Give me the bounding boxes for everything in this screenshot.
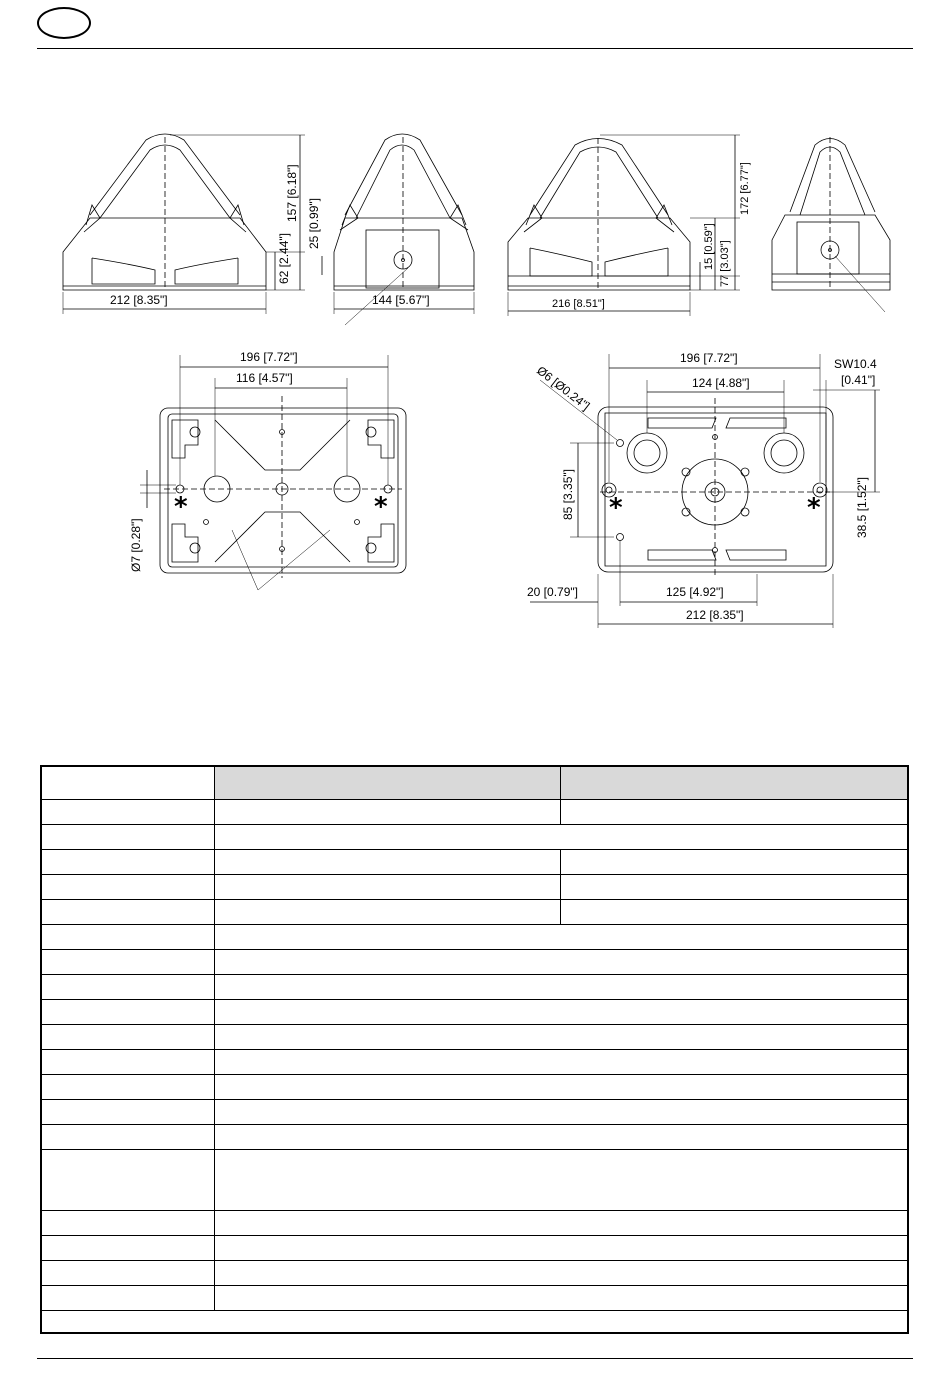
dim-side-b-width: 216 [8.51"] [552, 298, 605, 310]
mount-mark-left-2: * [374, 492, 388, 522]
mount-mark-right-1: * [609, 493, 623, 523]
table-row [42, 925, 909, 950]
table-cell [215, 800, 561, 825]
table-row [42, 825, 909, 850]
dim-side-a-cable-offset: 25 [0.99"] [307, 198, 321, 249]
table-cell [42, 950, 215, 975]
table-cell [42, 875, 215, 900]
table-cell [215, 925, 909, 950]
table-cell [215, 900, 561, 925]
table-cell [42, 900, 215, 925]
table-cell [42, 767, 215, 800]
table-cell [42, 1100, 215, 1125]
dim-base-right-overall-width: 212 [8.35"] [686, 608, 744, 622]
table-header-cell [561, 767, 909, 800]
table-row [42, 1286, 909, 1311]
table-cell [561, 850, 909, 875]
table-cell [215, 1211, 909, 1236]
dim-base-left-inner-spacing: 116 [4.57"] [236, 371, 293, 385]
dim-base-right-left-offset: 20 [0.79"] [527, 585, 578, 599]
dim-base-left-hole-diameter: Ø7 [0.28"] [129, 518, 143, 572]
table-cell [42, 1125, 215, 1150]
table-cell [215, 825, 909, 850]
table-cell [215, 1236, 909, 1261]
dim-wrench-size-inch: [0.41"] [841, 373, 876, 387]
table-cell [561, 875, 909, 900]
dim-side-b-cable-offset: 15 [0.59"] [703, 223, 715, 270]
table-cell [42, 850, 215, 875]
table-row [42, 1075, 909, 1100]
table-cell [42, 1075, 215, 1100]
table-row [42, 1211, 909, 1236]
table-cell [215, 1100, 909, 1125]
table-cell [215, 1125, 909, 1150]
mount-mark-right-2: * [807, 493, 821, 523]
table-cell [215, 1286, 909, 1311]
table-cell [215, 950, 909, 975]
table-cell [42, 1236, 215, 1261]
table-row [42, 900, 909, 925]
dim-base-right-right-offset: 38.5 [1.52"] [855, 477, 869, 538]
dim-side-b-height-total: 172 [6.77"] [739, 162, 751, 215]
table-cell [561, 900, 909, 925]
table-row [42, 850, 909, 875]
table-row [42, 950, 909, 975]
dim-side-a-width: 212 [8.35"] [110, 293, 168, 307]
dim-base-left-hole-spacing: 196 [7.72"] [240, 350, 298, 364]
table-cell [215, 850, 561, 875]
table-row [42, 1150, 909, 1211]
table-row [42, 1025, 909, 1050]
end-view-b [772, 137, 890, 312]
dim-base-right-hole-spacing: 196 [7.72"] [680, 351, 738, 365]
table-cell [42, 1211, 215, 1236]
table-cell [42, 800, 215, 825]
table-row [42, 975, 909, 1000]
dim-base-right-inner-spacing: 124 [4.88"] [692, 376, 750, 390]
footer-rule [37, 1358, 913, 1359]
table-row [42, 1261, 909, 1286]
dim-base-right-height-offset: 85 [3.35"] [561, 469, 575, 520]
table-cell [215, 1025, 909, 1050]
table-row [42, 1125, 909, 1150]
table-row [42, 1236, 909, 1261]
base-view-left [140, 355, 406, 590]
table-cell [42, 1261, 215, 1286]
table-cell [42, 1286, 215, 1311]
table-cell [215, 1075, 909, 1100]
dim-side-a-height-total: 157 [6.18"] [285, 164, 299, 222]
dim-base-right-hole-diameter: Ø6 [Ø0.24"] [534, 363, 593, 414]
table-cell [215, 875, 561, 900]
table-row [42, 1000, 909, 1025]
table-header-cell [215, 767, 561, 800]
table-cell [42, 975, 215, 1000]
table-row [42, 1100, 909, 1125]
table-cell [561, 800, 909, 825]
dim-end-a-width: 144 [5.67"] [372, 293, 430, 307]
table-cell [42, 1000, 215, 1025]
mount-mark-left-1: * [174, 492, 188, 522]
table-row [42, 1050, 909, 1075]
table-cell [215, 1000, 909, 1025]
table-cell [42, 1050, 215, 1075]
table-cell [215, 1150, 909, 1211]
table-row [42, 800, 909, 825]
table-cell [42, 1150, 215, 1211]
table-row [42, 767, 909, 800]
dim-base-right-center-offset: 125 [4.92"] [666, 585, 724, 599]
spec-table [41, 766, 909, 1311]
table-cell [42, 1025, 215, 1050]
side-view-a [63, 134, 322, 314]
table-cell [215, 975, 909, 1000]
dim-side-a-height-base: 62 [2.44"] [277, 233, 291, 284]
table-cell [215, 1261, 909, 1286]
table-cell [42, 825, 215, 850]
table-cell [42, 925, 215, 950]
dim-side-b-height-base: 77 [3.03"] [719, 240, 731, 287]
table-cell [215, 1050, 909, 1075]
table-row [42, 875, 909, 900]
dim-wrench-size: SW10.4 [834, 357, 877, 371]
